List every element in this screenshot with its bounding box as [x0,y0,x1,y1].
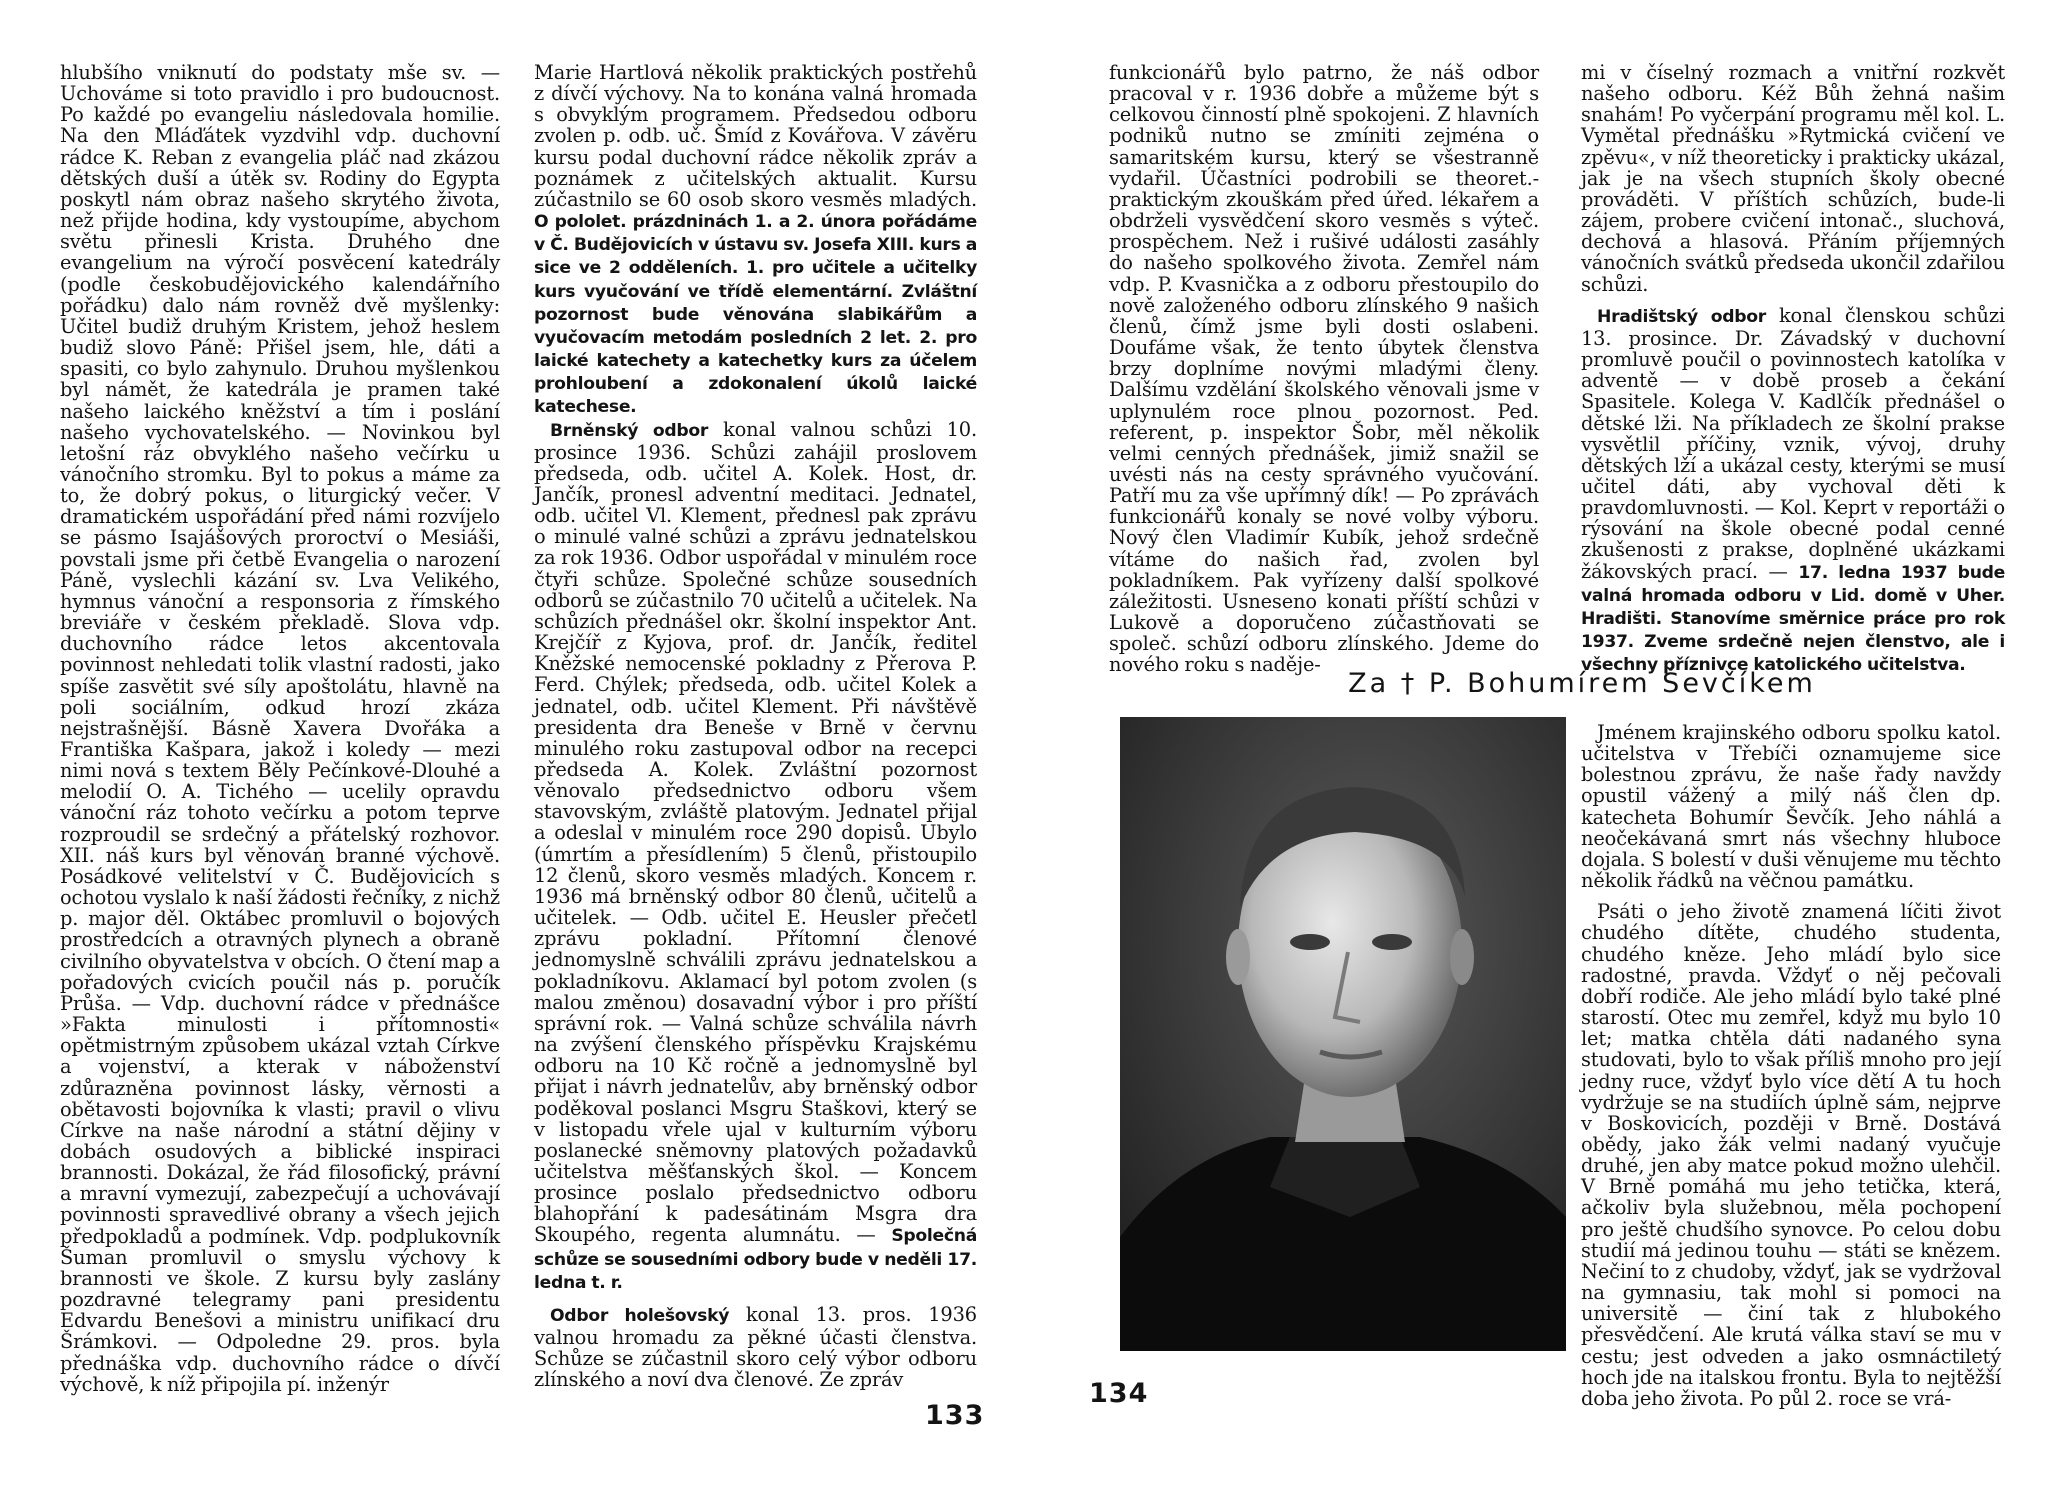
column-1 [60,62,500,1395]
hradiste-report: Hradištský odbor konal členskou schůzi 13. prosince. Dr. Závadský v duchovní promluvě poučil o povinnostech katolíka v adventě — v době proseb a čekání Spasitele. Kolega V. Kadlčík přednášel o dětské lži. Na příkladech ze školní prakse vysvětlil příčiny, vznik, vývoj, druhy dětských lží a ukázal cesty, kterými se musí učitel dáti, aby vychoval děti k pravdomluvnosti. — Kol. Keprt v reportáži o rýsování na škole obecné podal cenné zkušenosti z prakse, doplněné ukázkami žákovských prací. — 17. ledna 1937 bude valná hromada odboru v Lid. domě v Uher. Hradišti. Stanovíme směrnice práce pro rok 1937. Zveme srdečně nejen členstvo, ale i všechny příznivce katolického učitelstva. [1581,303,2005,676]
hradiste-heading: Hradištský odbor [1597,306,1766,327]
column-3 [1109,62,1539,676]
obituary-heading: Za † P. Bohumírem Ševčíkem [1348,668,1816,699]
portrait-photo [1120,717,1566,1351]
column-4-paragraph-1: mi v číselný rozmach a vnitřní rozkvět našeho odboru. Kéž Bůh žehná našim snahám! Po vyčerpání programu měl kol. L. Vymětal přednášku »Rytmická cvičení ve zpěvu«, v níž theoreticky i prakticky ukázal, jak je na všech stupních školy obecné prováděti. V příštích schůzích, bude-li zájem, probere cvičení intonač., sluchová, dechová a hlasová. Přáním příjemných vánočních svátků předseda ukončil zdařilou schůzi. [1581,61,2005,296]
column-1-text: hlubšího vniknutí do podstaty mše sv. — Uchováme si toto pravidlo i pro budoucnost. Po každé po evangeliu následovala homilie. Na den Mláďátek vyzdvihl vdp. duchovní rádce K. Reban z evangelia pláč nad zkázou dětských duší a útěk sv. Rodiny do Egypta poskytl nám obraz našeho skrytého života, než přijde hodina, kdy vystoupíme, abychom světu přinesli Krista. Druhého dne evangelium na výročí posvěcení katedrály (podle českobudějovického kalendářního pořádku) dalo nám rovněž dvě myšlenky: Učitel budiž druhým Kristem, jehož heslem budiž slovo Páně: Přišel jsem, hle, dáti a spasiti, co bylo zahynulo. Druhou myšlenkou byl námět, že katedrála je pramen také našeho laického kněžství a tím i poslání našeho vychovatelského. — Novinkou byl letošní ráz obvyklého našeho večírku u vánočního stromku. Byl to pokus a máme za to, že dobrý pokus, o liturgický večer. V dramatickém uspořádání před námi rozvíjelo se pásmo Isajášových proroctví o Mesiáši, povstali jsme při četbě Evangelia o narození Páně, vyslechli kázání sv. Lva Velikého, hymnus vánoční a responsoria z římského breviáře v českém překladě. Slova vdp. duchovního rádce letos akcentovala povinnost nehledati tolik vlastní radosti, jako spíše zasvětit své síly apoštolátu, hlavně na poli sociálním, odkud hrozí zkáza nejstrašnější. Básně Xavera Dvořáka a Františka Kašpara, jakož i koledy — mezi nimi nová s textem Běly Pečínkové-Dlouhé a melodií O. A. Tichého — ucelily opravdu vánoční ráz tohoto večírku a potom teprve rozproudil se srdečný a přátelský rozhovor. XII. náš kurs byl věnován branné výchově. Posádkové velitelství v Č. Budějovicích s ochotou vyslalo k naší žádosti řečníky, z nichž p. major děl. Oktábec promluvil o bojových prostředcích a otravných plynech a obraně civilního obyvatelstva v obcích. O čtení map a pořadových cvicích poučil nás p. poručík Průša. — Vdp. duchovní rádce v přednášce »Fakta minulosti i přítomnosti« opětmistrným způsobem ukázal vztah Církve a vojenství, a kterak v náboženství zdůrazněna povinnost lásky, věrnosti a obětavosti bojovníka k vlasti; pravil o vlivu Církve na naše národní a státní dějiny v dobách osudových a biblické inspiraci brannosti. Dokázal, že řád filosofický, právní a mravní vymezují, zabezpečují a uchovávají povinnosti spravedlivé obrany a všech jejich předpokladů a podmínek. Vdp. podplukovník Šuman promluvil o smyslu výchovy k brannosti ve škole. Z kursu byly zaslány pozdravné telegramy pani presidentu Edvardu Benešovi a ministru unifikací dru Šrámkovi. — Odpoledne 29. pros. byla přednáška vdp. duchovního rádce o dívčí výchově, k níž připojila pí. inženýr [60,61,500,1396]
obituary-text [1581,722,2001,1409]
brno-announcement: Společná schůze se sousedními odbory bude v neděli 17. ledna t. r. [534,1226,977,1293]
brno-report: Brněnský odbor konal valnou schůzi 10. prosince 1936. Schůzi zahájil proslovem předseda, odb. učitel A. Kolek. Host, dr. Jančík, pronesl adventní meditaci. Jednatel, odb. učitel Vl. Klement, přednesl pak zprávu o minulé valné schůzi a zprávu jednatelskou za rok 1936. Odbor uspořádal v minulém roce čtyři schůze. Společné schůze sousedních odborů se zúčastnilo 70 učitelů a učitelek. Na schůzích přednášel okr. školní inspektor Ant. Krejčíř z Kyjova, prof. dr. Jančík, ředitel Kněžské nemocenské pokladny z Přerova P. Ferd. Chýlek; předseda, odb. učitel Kolek a jednatel, odb. učitel Klement. Při návštěvě presidenta dra Beneše v Brně v červnu minulého roku zastupoval odbor na recepci předseda A. Kolek. Zvláštní pozornost věnovalo předsednictvo odboru všem stavovským, zvláště platovým. Jednatel přijal a odeslal v minulém roce 290 dopisů. Ubylo (úmrtím a přesídlením) 5 členů, přistoupilo 12 členů, skoro vesměs mladých. Koncem r. 1936 má brněnský odbor 80 členů, učitelů a učitelek. — Odb. učitel E. Heusler přečetl zprávu pokladní. Přítomní členové jednomyslně schválili zprávu jednatelskou a pokladníkovu. Aklamací byl potom zvolen (s malou změnou) dosavadní výbor i pro příští správní rok. — Valná schůze schválila návrh na zvýšení členského příspěvku Krajskému odboru na 10 Kč ročně a jednomyslně byl přijat i návrh jednatelův, aby brněnský odbor poděkoval poslanci Msgru Staškovi, který se v listopadu vřele ujal v kulturním výboru poslanecké sněmovny platových požadavků učitelstva měšťanských škol. — Koncem prosince poslalo předsednictvo odboru blahopřání k padesátinám Msgra dra Skoupého, regenta alumnátu. — Společná schůze se sousedními odbory bude v neděli 17. ledna t. r. [534,417,977,1293]
obituary-paragraph-2: Psáti o jeho životě znamená líčiti život chudého dítěte, chudého studenta, chudého kněze. Jeho mládí bylo sice radostné, pravda. Vždyť o něj pečovali dobří rodiče. Ale jeho mládí bylo také plné starostí. Otec mu zemřel, když mu bylo 10 let; matka chtěla dáti nadaného syna studovati, bylo to však příliš mnoho pro její jedny ruce, vždyť bylo více dětí A tu hoch vydržuje se na studiích úplně sám, nejprve v Boskovicích, později v Brně. Dostává obědy, jako žák velmi nadaný vyučuje druhé, jen aby matce pokud možno ulehčil. V Brně pomáhá mu jeho tetička, která, ačkoliv byla služebnou, měla pochopení pro ještě chudšího synovce. Po celou dobu studií má jedinou touhu — státi se knězem. Nečiní to z chudoby, vždyť, jak se vydržoval na gymnasiu, tak mohl si pomoci na universitě — činí tak z hlubokého přesvědčení. Ale krutá válka staví se mu v cestu; jest odveden a jako osmnáctiletý hoch jde na italskou frontu. Byla to nejtěžší doba jeho života. Po půl 2. roce se vrá- [1581,900,2001,1410]
column-2-paragraph-1: Marie Hartlová několik praktických postřehů z dívčí výchovy. Na to konána valná hromada s obvyklým programem. Předsedou odboru zvolen p. odb. uč. Šmíd z Kovářova. V závěru kursu podal duchovní rádce několik zpráv a poznámek z učitelských aktualit. Kursu zúčastnilo se 60 osob skoro vesměs mladých. O pololet. prázdninách 1. a 2. února pořádáme v Č. Budějovicích v ústavu sv. Josefa XIII. kurs a sice ve 2 odděleních. 1. pro učitele a učitelky kurs vyučování ve třídě elementární. Zvláštní pozornost bude věnována slabikářům a vyučovacím metodám posledních 2 let. 2. pro laické katechety a katechetky kurs za účelem prohloubení a zdokonalení úkolů laické katechese. [534,61,977,418]
holesov-heading: Odbor holešovský [550,1305,730,1326]
course-announcement: O pololet. prázdninách 1. a 2. února pořádáme v Č. Budějovicích v ústavu sv. Josefa XIII. kurs a sice ve 2 odděleních. 1. pro učitele a učitelky kurs vyučování ve třídě elementární. Zvláštní pozornost bude věnována slabikářům a vyučovacím metodám posledních 2 let. 2. pro laické katechety a katechetky kurs za účelem prohloubení a zdokonalení úkolů laické katechese. [534,212,977,418]
page-number-right: 134 [1089,1378,1149,1409]
obituary-paragraph-1: Jménem krajinského odboru spolku katol. učitelstva v Třebíči oznamujeme sice bolestnou zprávu, že naše řady navždy opustil vážený a milý náš člen dp. katecheta Bohumír Ševčík. Jeho náhlá a neočekávaná smrt nás všechny hluboce dojala. S bolestí v duši věnujeme mu těchto několik řádků na věčnou památku. [1581,721,2001,893]
page-number-left: 133 [925,1400,985,1431]
brno-heading: Brněnský odbor [550,420,709,441]
hradiste-announcement: 17. ledna 1937 bude valná hromada odboru v Lid. domě v Uher. Hradišti. Stanovíme směrnice práce pro rok 1937. Zveme srdečně nejen členstvo, ale i všechny příznivce katolického učitelstva. [1581,562,2005,676]
column-3-text: funkcionářů bylo patrno, že náš odbor pracoval v r. 1936 dobře a můžeme být s celkovou činností plně spokojeni. Z hlavních podniků nutno se zmíniti zejména o samaritském kursu, který se všestranně vydařil. Účastníci podrobili se theoret.-praktickým zkouškám před úřed. lékařem a obdrželi vysvědčení skoro vesměs s výteč. prospěchem. Než i rušivé události zasáhly do našeho spolkového života. Zemřel nám vdp. P. Kvasnička a z odboru přestoupilo do nově založeného odboru zlínského 9 našich členů, čímž jsme byli dosti oslabeni. Doufáme však, že tento úbytek členstva brzy doplníme novými mladými členy. Dalšímu vzdělání školského věnovali jsme v uplynulém roce plnou pozornost. Ped. referent, p. inspektor Šobr, měl několik velmi cenných přednášek, jimiž snažil se uvésti nás na cesty správného vyučování. Patří mu za vše upřímný dík! — Po zprávách funkcionářů konaly se nové volby výboru. Nový člen Vladimír Kubík, jehož srdečně vítáme do našich řad, zvolen byl pokladníkem. Pak vyřízeny další spolkové záležitosti. Usneseno konati příští schůzi v Lukově a doporučeno zúčastňovati se společ. schůzí odboru zlínského. Jdeme do nového roku s naděje- [1109,61,1539,677]
holesov-report: Odbor holešovský konal 13. pros. 1936 valnou hromadu za pěkné účasti členstva. Schůze se zúčastnil skoro celý výbor odboru zlínského a noví dva členové. Ze zpráv [534,1302,977,1392]
column-2 [534,62,977,1391]
column-4 [1581,62,2005,676]
